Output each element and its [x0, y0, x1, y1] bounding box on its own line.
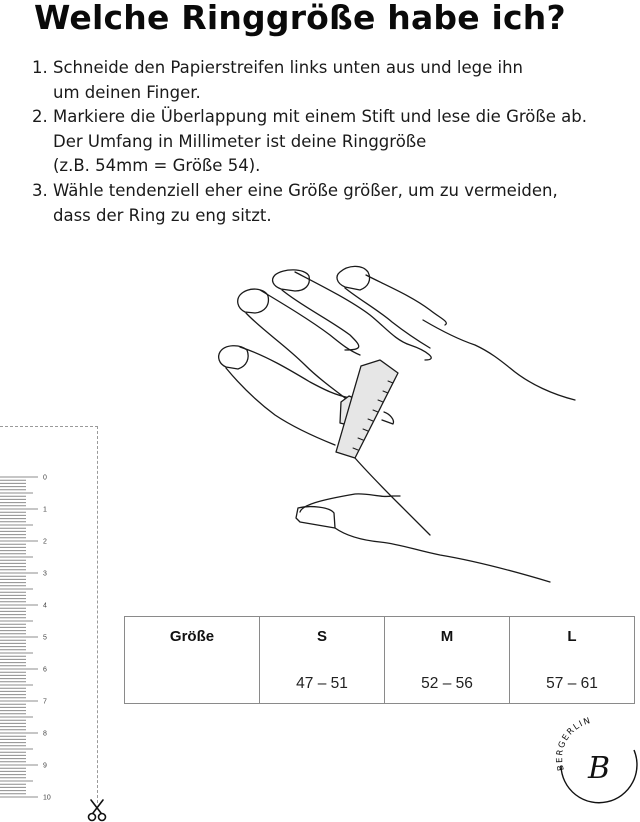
- ruler-label: 9: [43, 762, 47, 770]
- size-label: M: [440, 628, 454, 645]
- ruler-label: 6: [43, 666, 47, 674]
- ruler-label: 1: [43, 506, 47, 514]
- step-line: Wähle tendenziell eher eine Größe größer, um zu vermeiden,: [53, 180, 558, 200]
- hand-with-paper-ruler-ring-icon: [205, 255, 625, 595]
- step-line: Markiere die Überlappung mit einem Stift und lese die Größe ab.: [53, 107, 587, 127]
- logo-monogram: B: [588, 751, 611, 786]
- step-line: um deinen Finger.: [53, 82, 201, 102]
- size-header-label: Größe: [169, 628, 215, 645]
- size-range: 57 – 61: [546, 675, 598, 692]
- logo-brand-text: BERGERLIN: [555, 715, 593, 772]
- size-table-header-cell: [125, 617, 260, 704]
- size-label: S: [316, 628, 327, 645]
- size-range: 47 – 51: [296, 675, 348, 692]
- ruler-label: 0: [43, 474, 47, 482]
- ruler-label: 4: [43, 602, 47, 610]
- scissors-icon: [86, 798, 108, 822]
- step-number: 3.: [32, 180, 48, 200]
- step-line: Der Umfang in Millimeter ist deine Ringgröße: [53, 131, 427, 151]
- ruler-label: 3: [43, 570, 47, 578]
- instructions-list: [32, 56, 587, 228]
- bergerlin-logo-icon: [555, 712, 639, 816]
- ruler-label: 2: [43, 538, 47, 546]
- ruler-label: 10: [43, 794, 51, 802]
- step-line: (z.B. 54mm = Größe 54).: [53, 156, 261, 176]
- ruler-label: 8: [43, 730, 47, 738]
- page-title: Welche Ringgröße habe ich?: [34, 0, 566, 37]
- step-1: [32, 56, 587, 105]
- ruler-label: 5: [43, 634, 47, 642]
- size-cell-s: [260, 617, 385, 704]
- step-line: Schneide den Papierstreifen links unten aus und lege ihn: [53, 58, 524, 77]
- step-2: [32, 105, 587, 179]
- size-cell-m: [385, 617, 510, 704]
- step-number: 2.: [32, 107, 48, 127]
- size-range: 52 – 56: [421, 675, 473, 692]
- step-number: 1.: [32, 58, 48, 77]
- size-cell-l: [510, 617, 635, 704]
- paper-ruler-strip: [0, 0, 60, 822]
- ruler-label: 7: [43, 698, 47, 706]
- step-3: [32, 179, 587, 228]
- size-table: [124, 616, 635, 704]
- size-label: L: [567, 628, 577, 645]
- step-line: dass der Ring zu eng sitzt.: [53, 205, 272, 225]
